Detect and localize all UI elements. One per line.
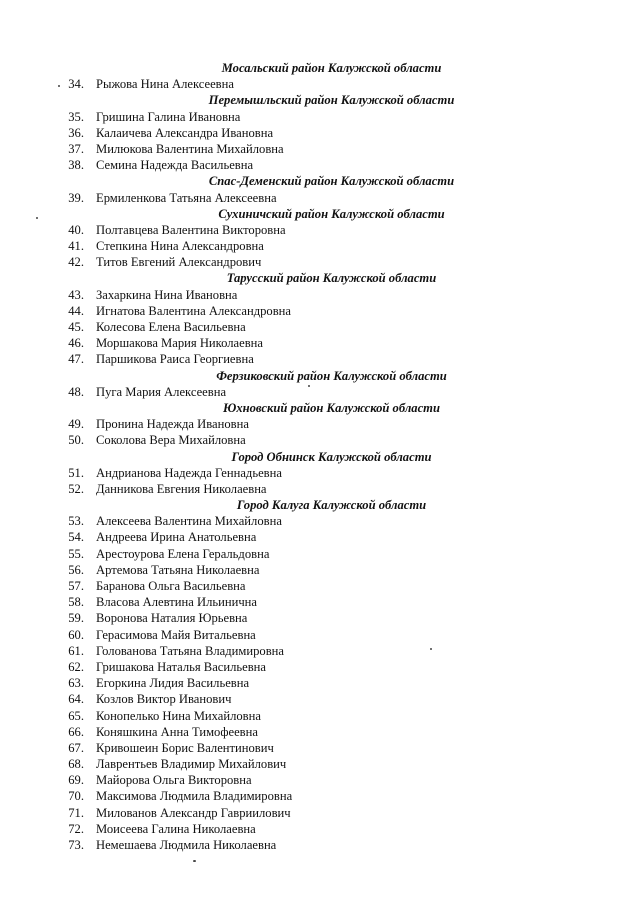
person-name: Немешаева Людмила Николаевна [96,838,277,852]
item-number: 61. [68,643,84,658]
section-heading: Сухиничский район Калужской области [218,206,445,221]
list-item [0,319,640,335]
list-item [0,303,640,319]
list-item [0,287,640,303]
person-name: Степкина Нина Александровна [96,239,264,254]
scan-speck [193,860,196,862]
person-name: Пронина Надежда Ивановна [96,417,249,432]
list-item [0,416,640,432]
item-number: 68. [68,757,84,772]
item-number: 41. [68,239,84,254]
person-name: Полтавцева Валентина Викторовна [96,222,286,237]
person-name: Андрианова Надежда Геннадьевна [96,465,282,480]
section-heading: Город Обнинск Калужской области [231,449,432,464]
item-number: 49. [68,417,84,432]
person-name: Милюкова Валентина Михайловна [96,141,284,156]
person-name: Арестоурова Елена Геральдовна [96,546,270,561]
person-name: Рыжова Нина Алексеевна [96,77,234,92]
item-number: 38. [68,158,84,173]
person-name: Голованова Татьяна Владимировна [96,643,284,658]
item-number: 69. [68,773,84,788]
person-name: Паршикова Раиса Георгиевна [96,352,254,367]
item-number: 54. [68,530,84,545]
person-name: Моисеева Галина Николаевна [96,821,256,836]
person-name: Баранова Ольга Васильевна [96,579,246,593]
person-name: Воронова Наталия Юрьевна [96,611,248,626]
list-item [0,675,640,691]
person-name: Милованов Александр Гавриилович [96,805,291,820]
list-item [0,740,640,756]
item-number: 36. [68,125,84,140]
section-heading: Тарусский район Калужской области [226,271,437,286]
list-item [0,529,640,545]
item-number: 58. [68,595,84,610]
item-number: 39. [68,190,84,205]
list-item [0,805,640,821]
item-number: 44. [68,303,84,318]
list-item [0,724,640,740]
list-item [0,222,640,238]
person-name: Лаврентьев Владимир Михайлович [96,757,287,772]
list-item [0,190,640,206]
list-item [0,691,640,707]
item-number: 40. [68,222,84,237]
person-name: Данникова Евгения Николаевна [96,481,267,496]
item-number: 37. [68,141,84,156]
person-name: Соколова Вера Михайловна [96,433,246,448]
person-name: Колесова Елена Васильевна [96,320,246,334]
scan-speck [36,217,38,219]
list-item [0,432,640,448]
person-name: Кривошеин Борис Валентинович [96,740,274,755]
item-number: 67. [68,740,84,755]
list-item [0,756,640,772]
section-heading: Перемышльский район Калужской области [208,93,455,108]
list-item [0,238,640,254]
person-name: Герасимова Майя Витальевна [96,627,256,642]
list-item [0,788,640,804]
item-number: 55. [68,546,84,561]
person-name: Игнатова Валентина Александровна [96,303,291,318]
item-number: 72. [68,821,84,836]
person-name: Захаркина Нина Ивановна [96,287,238,302]
person-name: Артемова Татьяна Николаевна [96,562,260,577]
item-number: 51. [68,465,84,480]
item-number: 42. [68,255,84,270]
person-name: Майорова Ольга Викторовна [96,773,252,788]
item-number: 73. [68,838,84,852]
list-item [0,772,640,788]
section-heading: Мосальский район Калужской области [221,61,442,75]
list-item [0,125,640,141]
person-name: Козлов Виктор Иванович [96,692,232,707]
person-name: Гришакова Наталья Васильевна [96,659,267,674]
person-name: Конопелько Нина Михайловна [96,708,261,723]
item-number: 71. [68,805,84,820]
item-number: 52. [68,481,84,496]
person-name: Максимова Людмила Владимировна [96,789,293,804]
person-name: Алексеева Валентина Михайловна [96,514,282,529]
item-number: 48. [68,384,84,399]
item-number: 50. [68,433,84,448]
item-number: 65. [68,708,84,723]
list-item [0,578,640,594]
section-heading: Юхновский район Калужской области [223,400,440,415]
list-item [0,546,640,562]
list-item [0,643,640,659]
item-number: 46. [68,336,84,351]
list-item [0,594,640,610]
scan-speck [430,648,432,650]
item-number: 35. [68,109,84,124]
item-number: 70. [68,789,84,804]
person-name: Коняшкина Анна Тимофеевна [96,724,258,739]
list-item [0,610,640,626]
section-heading: Ферзиковский район Калужской области [216,368,447,383]
item-number: 45. [68,320,84,334]
section-heading: Город Калуга Калужской области [236,498,427,513]
person-name: Ермиленкова Татьяна Алексеевна [96,190,277,205]
item-number: 63. [68,676,84,691]
person-name: Гришина Галина Ивановна [96,109,241,124]
list-item [0,481,640,497]
person-name: Калаичева Александра Ивановна [96,125,274,140]
list-item [0,157,640,173]
item-number: 62. [68,659,84,674]
list-item [0,708,640,724]
item-number: 53. [68,514,84,529]
list-item [0,562,640,578]
item-number: 59. [68,611,84,626]
person-name: Семина Надежда Васильевна [96,158,254,173]
list-item [0,821,640,837]
person-name: Моршакова Мария Николаевна [96,336,264,351]
section-heading: Спас-Деменский район Калужской области [208,174,455,189]
list-item [0,351,640,367]
item-number: 34. [68,77,84,92]
list-item [0,254,640,270]
list-item [0,659,640,675]
person-name: Титов Евгений Александрович [96,255,262,270]
person-name: Егоркина Лидия Васильевна [96,676,250,691]
document-page [0,60,640,853]
list-item [0,513,640,529]
item-number: 60. [68,627,84,642]
list-item [0,627,640,643]
item-number: 57. [68,579,84,593]
person-name: Власова Алевтина Ильинична [96,595,258,610]
item-number: 47. [68,352,84,367]
scan-speck [58,85,60,87]
list-item [0,465,640,481]
list-item [0,335,640,351]
item-number: 43. [68,287,84,302]
list-item [0,837,640,853]
list-item [0,141,640,157]
list-item [0,384,640,400]
list-item [0,76,640,92]
item-number: 56. [68,562,84,577]
scan-speck [308,385,310,387]
person-name: Пуга Мария Алексеевна [96,384,227,399]
item-number: 64. [68,692,84,707]
list-item [0,109,640,125]
person-name: Андреева Ирина Анатольевна [96,530,257,545]
item-number: 66. [68,724,84,739]
